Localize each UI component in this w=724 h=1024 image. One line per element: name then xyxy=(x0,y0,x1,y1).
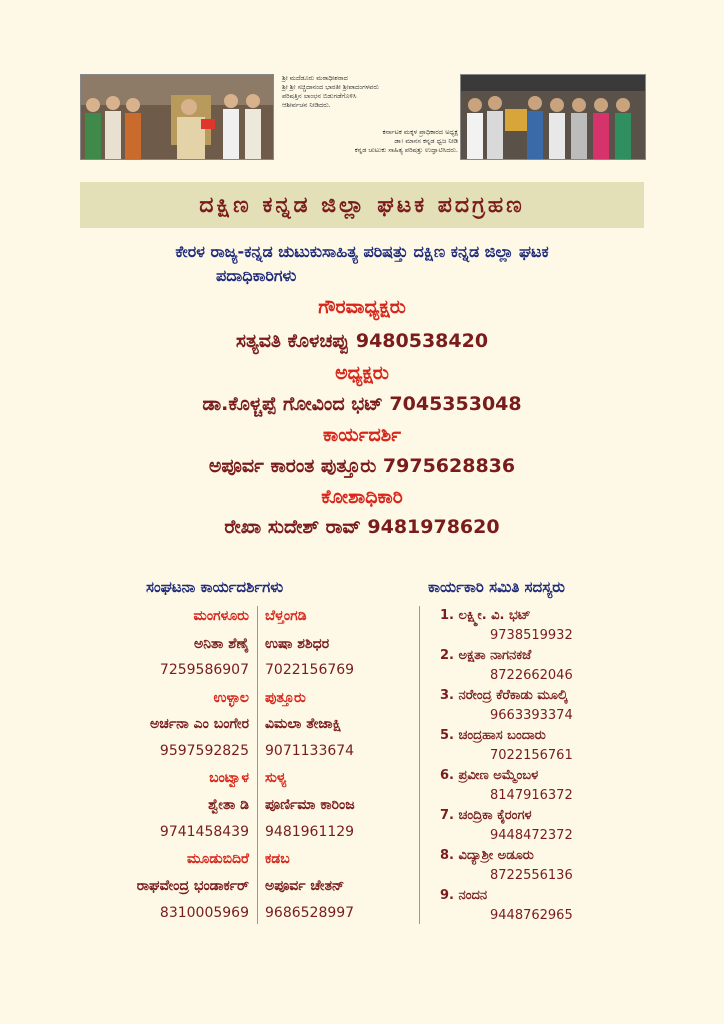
member-phone: 9448762965 xyxy=(490,908,573,923)
member-phone: 8722556136 xyxy=(490,868,573,883)
organizer-phone: 9741458439 xyxy=(159,824,249,840)
caption-left xyxy=(282,74,442,110)
officer-name: ಅಪೂರ್ವ ಕಾರಂತ ಪುತ್ತೂರು 7975628836 xyxy=(208,455,516,477)
subtitle-line: ಪದಾಧಿಕಾರಿಗಳು xyxy=(216,266,297,285)
organizer-phone: 9071133674 xyxy=(265,743,355,759)
organizer-phone: 9481961129 xyxy=(265,824,355,840)
organizer-name: ಪೂರ್ಣಿಮಾ ಕಾರಿಂಜ xyxy=(265,797,355,813)
organizer-phone: 7022156769 xyxy=(265,662,355,678)
member-name: 2. ಅಕ್ಷತಾ ನಾಗನಕಜೆ xyxy=(440,648,532,663)
member-name: 3. ನರೇಂದ್ರ ಕೆರೆಕಾಡು ಮೂಲ್ಕಿ xyxy=(440,688,568,703)
member-name: 9. ನಂದನ xyxy=(440,888,488,903)
event-photo-left xyxy=(80,74,274,160)
member-phone: 9663393374 xyxy=(490,708,573,723)
organizer-place: ಕಡಬ xyxy=(265,851,290,867)
organizer-place: ಮಂಗಳೂರು xyxy=(193,608,249,624)
member-name: 1. ಲಕ್ಷ್ಮೀ. ವಿ. ಭಟ್ xyxy=(440,608,531,623)
subtitle-line: ಕೇರಳ ರಾಜ್ಯ-ಕನ್ನಡ ಚುಟುಕುಸಾಹಿತ್ಯ ಪರಿಷತ್ತು ದಕ್ಷಿಣ ಕನ್ನಡ ಜಿಲ್ಲಾ ಘಟಕ xyxy=(175,242,549,261)
organizer-place: ಬಂಟ್ವಾಳ xyxy=(209,770,249,786)
member-phone: 8722662046 xyxy=(490,668,573,683)
member-name: 8. ವಿದ್ಯಾಶ್ರೀ ಅಡೂರು xyxy=(440,848,534,863)
officer-name: ರೇಖಾ ಸುದೇಶ್ ರಾವ್ 9481978620 xyxy=(224,516,500,538)
officer-name: ಡಾ.ಕೊಳ್ಚಪ್ಪೆ ಗೋವಿಂದ ಭಟ್ 7045353048 xyxy=(202,393,522,415)
organizer-phone: 7259586907 xyxy=(159,662,249,678)
organizer-name: ಉಷಾ ಶಶಿಧರ xyxy=(265,636,330,652)
member-phone: 8147916372 xyxy=(490,788,573,803)
organizers-heading: ಸಂಘಟನಾ ಕಾರ್ಯದರ್ಶಿಗಳು xyxy=(146,578,284,596)
member-phone: 9448472372 xyxy=(490,828,573,843)
officer-role: ಗೌರವಾಧ್ಯಕ್ಷರು xyxy=(318,296,406,318)
organizer-place: ಉಳ್ಳಾಲ xyxy=(213,690,249,706)
organizer-place: ಸುಳ್ಯ xyxy=(265,770,287,786)
organizer-name: ರಾಘವೇಂದ್ರ ಭಂಡಾರ್ಕರ್ xyxy=(136,878,249,894)
organizer-name: ಶ್ವೇತಾ ಡಿ xyxy=(208,797,249,813)
member-phone: 9738519932 xyxy=(490,628,573,643)
organizer-phone: 8310005969 xyxy=(159,905,249,921)
organization-subtitle xyxy=(70,240,654,288)
organizer-phone: 9686528997 xyxy=(265,905,355,921)
column-divider xyxy=(257,606,258,924)
caption-line: ಕನ್ನಡ ಚುಟುಕು ಸಾಹಿತ್ಯ ಪರಿಷತ್ತು ಉದ್ಘಾಟಿಸಿದರು. xyxy=(354,146,458,154)
officer-role: ಅಧ್ಯಕ್ಷರು xyxy=(335,362,389,384)
caption-line: ಶ್ರೀ ಮದೆಡೂರು ಮಠಾಧೀಶರಾದ xyxy=(282,74,348,82)
caption-right xyxy=(290,128,458,155)
officer-role: ಕಾರ್ಯದರ್ಶಿ xyxy=(323,424,401,446)
event-photo-right xyxy=(460,74,646,160)
caption-line: ಕರ್ನಾಟಕ ಮಕ್ಕಳ ಪ್ರಾಧಿಕಾರದ ಅಧ್ಯಕ್ಷ xyxy=(382,128,458,136)
member-name: 7. ಚಂದ್ರಿಕಾ ಕೈರಂಗಳ xyxy=(440,808,532,823)
member-phone: 7022156761 xyxy=(490,748,573,763)
organizer-name: ಅನಿತಾ ಶೆಣೈ xyxy=(193,636,249,652)
organizer-place: ಮೂಡುಬಿದಿರೆ xyxy=(186,851,249,867)
organizer-name: ವಿಮಲಾ ತೇಜಾಕ್ಷಿ xyxy=(265,716,342,732)
organizer-name: ಅಪೂರ್ವ ಚೇತನ್ xyxy=(265,878,345,894)
members-heading: ಕಾರ್ಯಕಾರಿ ಸಮಿತಿ ಸದಸ್ಯರು xyxy=(428,578,565,596)
column-divider xyxy=(419,606,420,924)
event-banner: ದಕ್ಷಿಣ ಕನ್ನಡ ಜಿಲ್ಲಾ ಘಟಕ ಪದಗ್ರಹಣ xyxy=(80,182,644,228)
organizer-phone: 9597592825 xyxy=(159,743,249,759)
caption-line: ಶ್ರೀ ಶ್ರೀ ಸಚ್ಚಿದಾನಂದ ಭಾರತೀ ಶ್ರೀಪಾದಂಗಳವರು xyxy=(282,83,379,91)
caption-line: ಡಾ। ಮಾನಸ ಕನ್ನಡ ಧ್ವಜ ನೀಡಿ xyxy=(394,137,458,145)
organizer-place: ಬೆಳ್ತಂಗಡಿ xyxy=(265,608,307,624)
officer-name: ಸತ್ಯವತಿ ಕೊಳಚಪ್ಪು 9480538420 xyxy=(235,330,489,352)
caption-line: ಪರಿಷತ್ತಿನ ಲಾಂಛನ ಬಿಡುಗಡೆಗೊಳಿಸಿ xyxy=(282,92,357,100)
member-name: 6. ಪ್ರವೀಣ ಅಮ್ಮೆಂಬಳ xyxy=(440,768,539,783)
organizer-place: ಪುತ್ತೂರು xyxy=(265,690,306,706)
officer-role: ಕೋಶಾಧಿಕಾರಿ xyxy=(321,486,403,508)
organizer-name: ಅರ್ಚನಾ ಎಂ ಬಂಗೇರ xyxy=(150,716,249,732)
caption-line: ಆಶೀರ್ವಚನ ನೀಡಿದರು. xyxy=(282,101,331,109)
member-name: 5. ಚಂದ್ರಹಾಸ ಬಂದಾರು xyxy=(440,728,546,743)
